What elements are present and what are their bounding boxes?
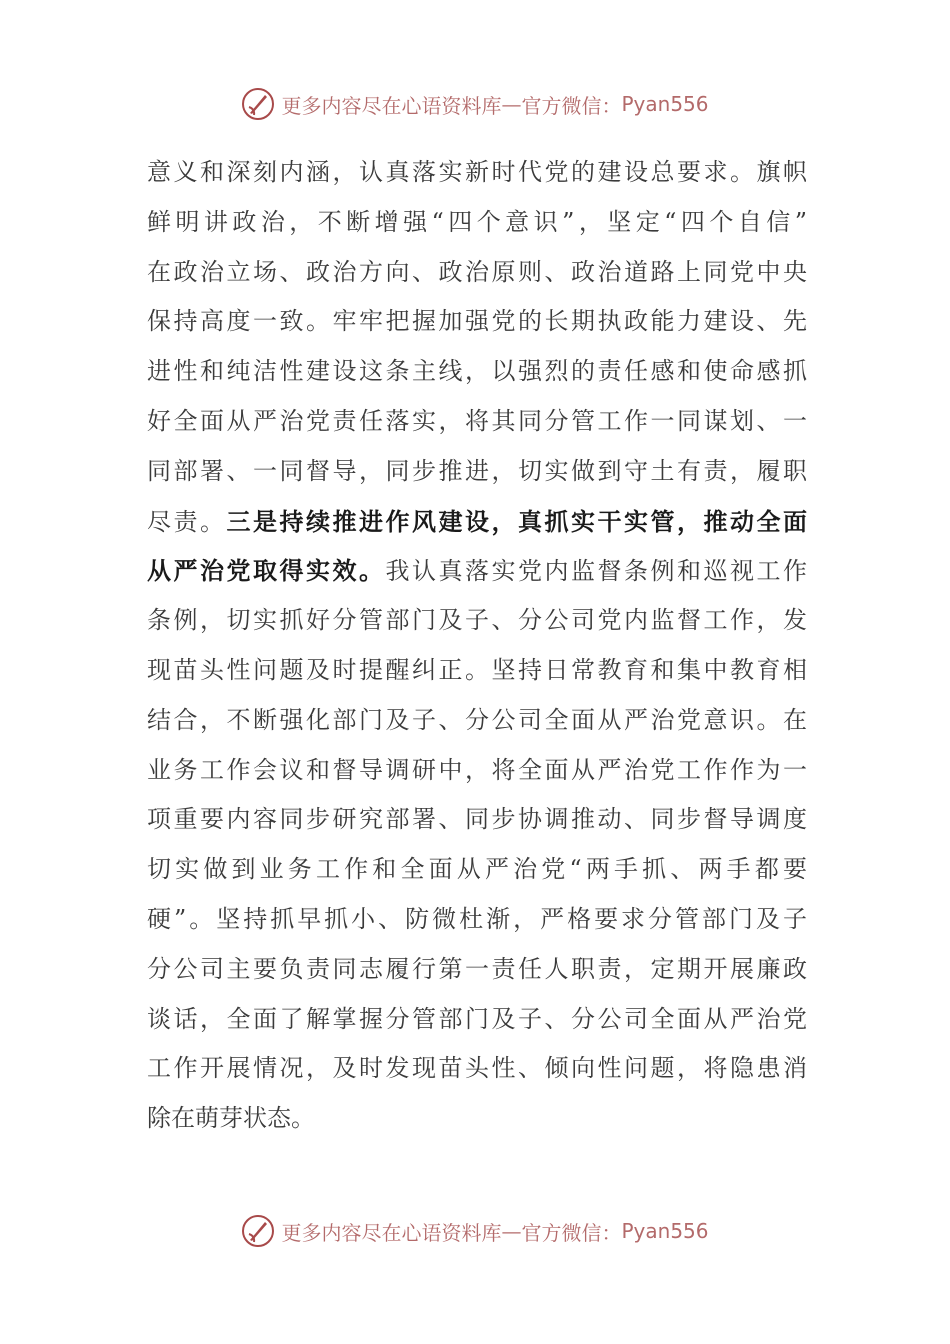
- body-text-segment: 意义和深刻内涵，认真落实新时代党的建设总要求。旗帜: [147, 158, 807, 186]
- text-line: [147, 447, 807, 497]
- body-text: [147, 148, 807, 1144]
- header-wechat-label: 官方微信：: [521, 93, 622, 118]
- header-wechat-id: Pyan556: [621, 92, 709, 116]
- body-text-segment: 现苗头性问题及时提醒纠正。坚持日常教育和集中教育相: [147, 655, 807, 684]
- text-line: [147, 845, 807, 895]
- text-line: [147, 248, 807, 298]
- text-line: [147, 148, 807, 198]
- text-line: [147, 347, 807, 397]
- body-text-segment: 尽责。: [147, 507, 227, 536]
- text-line: [147, 297, 807, 347]
- text-line: [147, 198, 807, 248]
- text-line: [147, 397, 807, 447]
- text-line: [147, 1044, 807, 1094]
- text-line: [147, 546, 807, 596]
- body-text-segment: 鲜明讲政治，不断增强“四个意识”，坚定“四个自信”: [147, 207, 807, 236]
- body-text-segment: 进性和纯洁性建设这条主线，以强烈的责任感和使命感抓: [147, 357, 807, 386]
- body-text-segment: 谈话，全面了解掌握分管部门及子、分公司全面从严治党: [147, 1004, 807, 1033]
- footer-brand: 更多内容尽在心语资料库: [281, 1220, 502, 1245]
- body-text-segment: 除在萌芽状态。: [147, 1104, 315, 1133]
- body-text-segment: 分公司主要负责同志履行第一责任人职责，定期开展廉政: [147, 954, 807, 983]
- header-brand: 更多内容尽在心语资料库: [281, 93, 502, 118]
- footer-banner: [0, 1211, 950, 1251]
- footer-dash: —: [501, 1219, 522, 1243]
- body-text-segment: 保持高度一致。牢牢把握加强党的长期执政能力建设、先: [147, 307, 807, 336]
- text-line: [147, 945, 807, 995]
- body-text-segment: 结合，不断强化部门及子、分公司全面从严治党意识。在: [147, 705, 807, 734]
- text-line: [147, 497, 807, 547]
- header-banner: [0, 84, 950, 124]
- body-text-segment: 业务工作会议和督导调研中，将全面从严治党工作作为一: [147, 755, 807, 784]
- text-line: [147, 646, 807, 696]
- body-text-segment: 工作开展情况，及时发现苗头性、倾向性问题，将隐患消: [147, 1054, 807, 1083]
- quill-logo-icon: [241, 87, 275, 121]
- footer-wechat-id: Pyan556: [621, 1219, 709, 1243]
- bold-heading-text: 从严治党取得实效。: [147, 556, 386, 586]
- header-dash: —: [501, 92, 522, 116]
- text-line: [147, 1094, 807, 1144]
- text-line: [147, 795, 807, 845]
- body-text-segment: 好全面从严治党责任落实，将其同分管工作一同谋划、一: [147, 406, 807, 435]
- body-text-segment: 在政治立场、政治方向、政治原则、政治道路上同党中央: [147, 257, 807, 286]
- text-line: [147, 746, 807, 796]
- text-line: [147, 596, 807, 646]
- body-text-segment: 项重要内容同步研究部署、同步协调推动、同步督导调度: [147, 805, 807, 834]
- body-text-segment: 条例，切实抓好分管部门及子、分公司党内监督工作，发: [147, 606, 807, 635]
- quill-logo-icon: [241, 1214, 275, 1248]
- footer-wechat-label: 官方微信：: [521, 1220, 622, 1245]
- body-text-segment: 硬”。坚持抓早抓小、防微杜渐，严格要求分管部门及子: [147, 904, 807, 933]
- body-text-segment: 同部署、一同督导，同步推进，切实做到守土有责，履职: [147, 456, 807, 485]
- text-line: [147, 895, 807, 945]
- bold-heading-text: 三是持续推进作风建设，真抓实干实管，推动全面: [226, 506, 807, 536]
- body-text-segment: 切实做到业务工作和全面从严治党“两手抓、两手都要: [147, 855, 807, 884]
- text-line: [147, 995, 807, 1045]
- body-text-segment: 我认真落实党内监督条例和巡视工作: [385, 557, 807, 586]
- text-line: [147, 696, 807, 746]
